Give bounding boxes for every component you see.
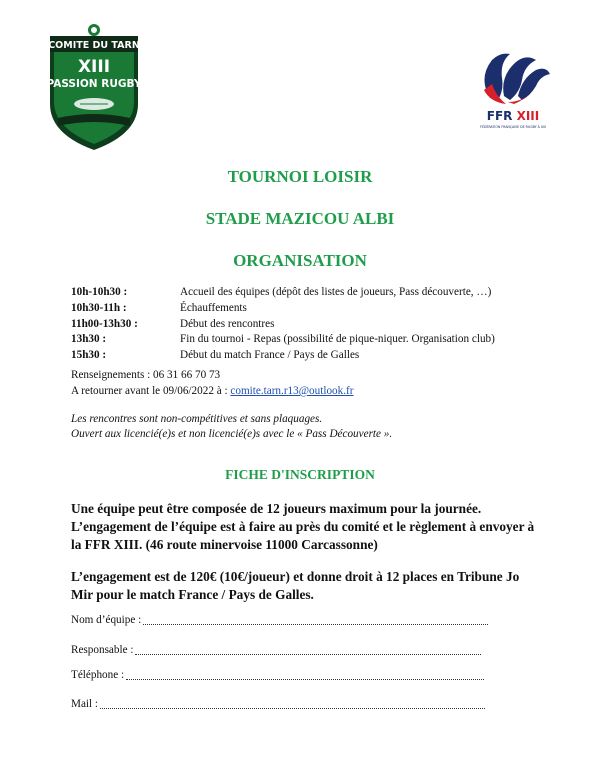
venue-title: STADE MAZICOU ALBI <box>205 209 395 228</box>
manager-label: Responsable : <box>71 644 134 656</box>
schedule-desc: Échauffements <box>180 301 247 314</box>
registration-form-title: FICHE D'INSCRIPTION <box>225 467 375 482</box>
schedule-time: 15h30 : <box>71 349 107 362</box>
schedule-time: 10h-10h30 : <box>71 286 128 298</box>
team-name-label: Nom d’équipe : <box>71 614 142 626</box>
return-label: A retourner avant le 09/06/2022 à : <box>71 385 228 397</box>
schedule-row <box>71 332 495 348</box>
svg-text:FÉDÉRATION FRANÇAISE DE RUGBY: FÉDÉRATION FRANÇAISE DE RUGBY À XIII <box>480 125 546 129</box>
team-name-dotted-line <box>143 614 488 625</box>
mail-dotted-line <box>100 698 485 709</box>
schedule-time: 13h30 : <box>71 333 107 346</box>
email-link[interactable]: comite.tarn.r13@outlook.fr <box>230 385 354 397</box>
phone-label: Téléphone : <box>71 669 125 681</box>
fee-paragraph: L’engagement est de 120€ (10€/joueur) et donne droit à 12 places en Tribune Jo Mir pour le match France / Pays de Galles. <box>71 569 520 602</box>
ffr-xiii-logo <box>470 38 556 130</box>
svg-text:PASSION RUGBY: PASSION RUGBY <box>46 78 142 90</box>
schedule-desc: Début du match France / Pays de Galles <box>180 349 360 362</box>
phone-dotted-line <box>126 669 484 680</box>
note-non-competitive: Les rencontres sont non-compétitives et sans plaquages. <box>71 413 323 425</box>
schedule-time: 10h30-11h : <box>71 301 127 314</box>
svg-text:FFR XIII: FFR XIII <box>486 109 540 123</box>
team-composition-paragraph: Une équipe peut être composée de 12 joueurs maximum pour la journée. L’engagement de l’équipe est à faire au près du comité et le règlement à envoyer à la FFR XIII. (46 route minervoise 11000 Carcassonne) <box>71 501 535 552</box>
return-info <box>71 385 353 397</box>
schedule-desc: Début des rencontres <box>180 317 275 330</box>
schedule-row <box>71 301 495 317</box>
mail-field[interactable] <box>71 698 485 710</box>
manager-dotted-line <box>135 644 481 655</box>
schedule-time: 11h00-13h30 : <box>71 317 138 330</box>
svg-text:XIII: XIII <box>77 57 111 77</box>
schedule-desc: Accueil des équipes (dépôt des listes de joueurs, Pass découverte, …) <box>180 286 492 298</box>
organisation-title: ORGANISATION <box>233 251 367 270</box>
schedule-desc: Fin du tournoi - Repas (possibilité de pique-niquer. Organisation club) <box>180 333 495 346</box>
tournament-title: TOURNOI LOISIR <box>227 167 373 186</box>
schedule <box>71 285 495 364</box>
svg-text:COMITE DU TARN: COMITE DU TARN <box>48 40 140 51</box>
schedule-row <box>71 317 495 333</box>
comite-du-tarn-logo <box>46 22 142 152</box>
schedule-row <box>71 285 495 301</box>
note-open-access: Ouvert aux licencié(e)s et non licencié(e)s avec le « Pass Découverte ». <box>71 428 393 440</box>
mail-label: Mail : <box>71 698 99 710</box>
phone-field[interactable] <box>71 669 484 681</box>
manager-field[interactable] <box>71 644 481 656</box>
phone-info: Renseignements : 06 31 66 70 73 <box>71 369 221 381</box>
schedule-row <box>71 348 495 364</box>
team-name-field[interactable] <box>71 614 488 626</box>
